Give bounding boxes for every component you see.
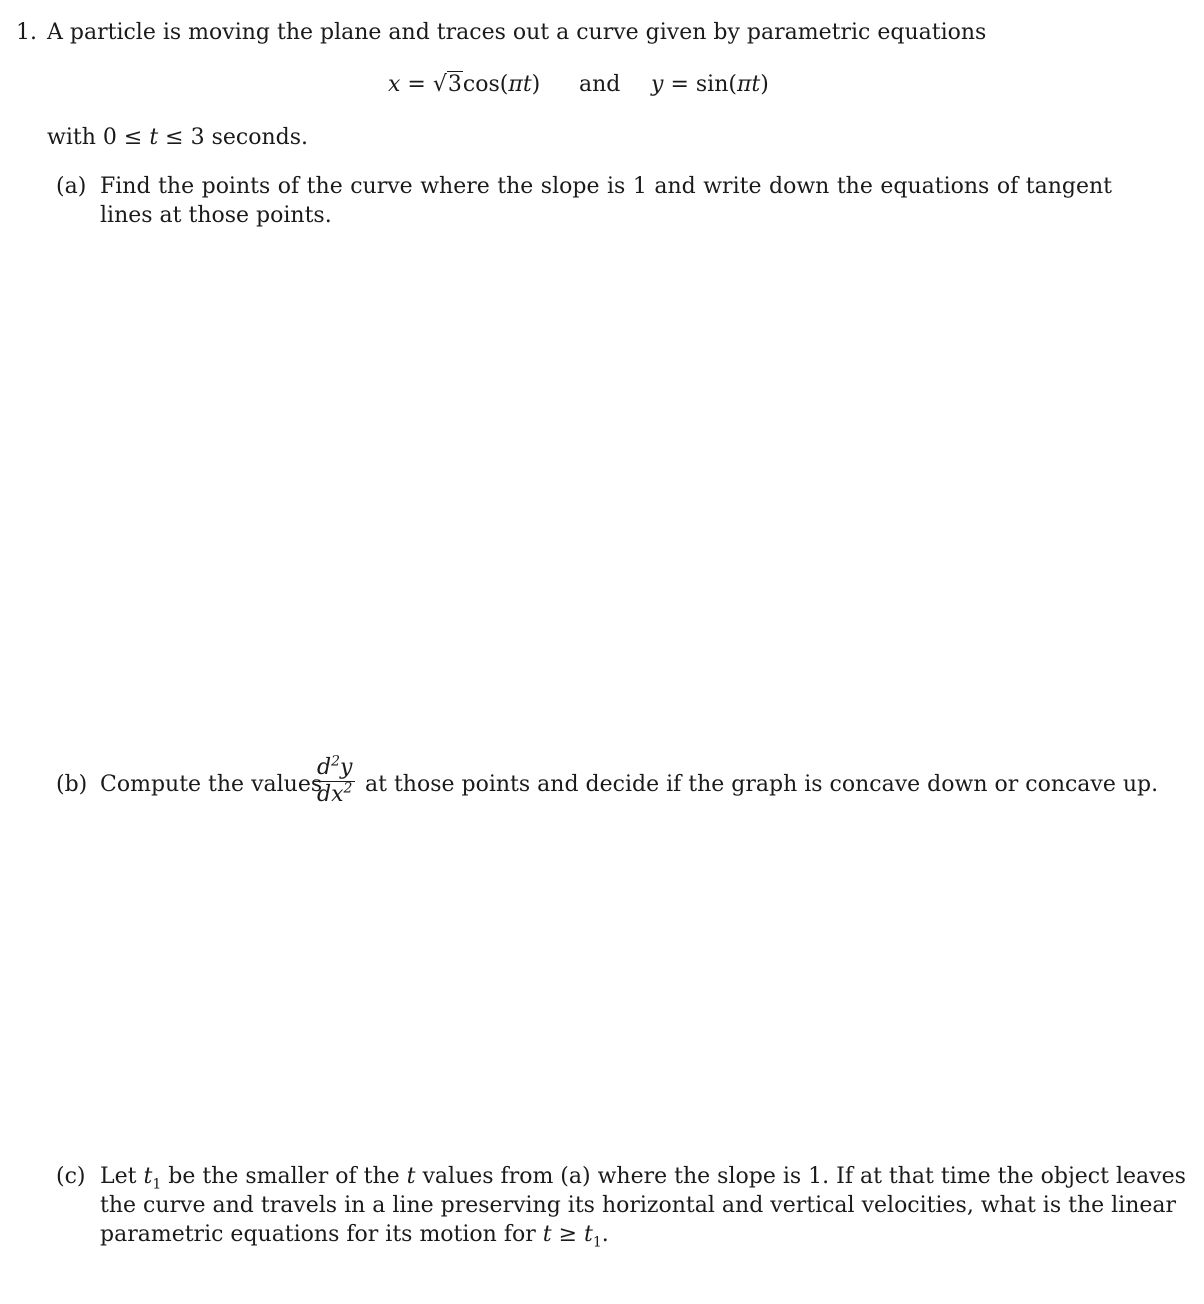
pi-symbol-2: π <box>736 72 752 97</box>
fraction-numerator: $d^2y$ <box>314 756 355 782</box>
y-variable: y <box>651 72 664 97</box>
part-c-line-3: parametric equations for its motion for $t \ge t_1$. <box>100 1222 609 1251</box>
sqrt-argument: 3 <box>447 72 462 97</box>
pi-symbol: π <box>508 72 523 97</box>
domain-prefix: with 0 <box>47 125 117 150</box>
part-b-label: (b) <box>56 772 88 797</box>
part-a-label: (a) <box>56 174 87 199</box>
sqrt-three: √3 <box>432 72 462 97</box>
equals-sign-2: = <box>670 72 689 97</box>
ge-sign: ≥ <box>558 1222 578 1247</box>
close-paren: ) <box>531 72 541 97</box>
part-c-line-1: Let $t_1$ be the smaller of the t values from (a) where the slope is 1. If at that time the object leaves <box>100 1164 1186 1193</box>
part-a-text: Find the points of the curve where the slope is 1 and write down the equations of tangent lines at those points. <box>100 174 1112 228</box>
t1-symbol-2: $t_1$ <box>584 1222 602 1251</box>
fraction-denominator: $dx^2$ <box>317 780 353 807</box>
domain-t: t <box>149 125 159 150</box>
problem-statement: A particle is moving the plane and traces out a curve given by parametric equations <box>47 20 987 45</box>
part-b-text-before: Compute the values <box>100 772 323 797</box>
t-variable-2: t <box>751 72 761 97</box>
problem-number: 1. <box>16 20 37 45</box>
part-c-line-2: the curve and travels in a line preserving its horizontal and vertical velocities, what is the linear <box>100 1193 1177 1218</box>
equals-sign: = <box>407 72 426 97</box>
le-sign-2: ≤ <box>165 125 184 150</box>
cos-function: cos( <box>462 72 509 97</box>
close-paren-2: ) <box>760 72 769 97</box>
time-domain <box>47 123 308 152</box>
second-derivative-fraction <box>310 753 359 807</box>
y-equation <box>651 70 769 99</box>
parametric-equations <box>388 70 540 99</box>
t1-symbol: $t_1$ <box>143 1164 162 1193</box>
t-variable: t <box>522 72 532 97</box>
part-b-text-after: at those points and decide if the graph is concave down or concave up. <box>365 772 1159 797</box>
equation-connector: and <box>579 72 621 97</box>
part-c-label: (c) <box>56 1164 86 1189</box>
domain-suffix: 3 seconds. <box>190 125 308 150</box>
sin-function: sin( <box>695 72 737 97</box>
le-sign-1: ≤ <box>123 125 143 150</box>
x-variable: x <box>388 72 401 97</box>
